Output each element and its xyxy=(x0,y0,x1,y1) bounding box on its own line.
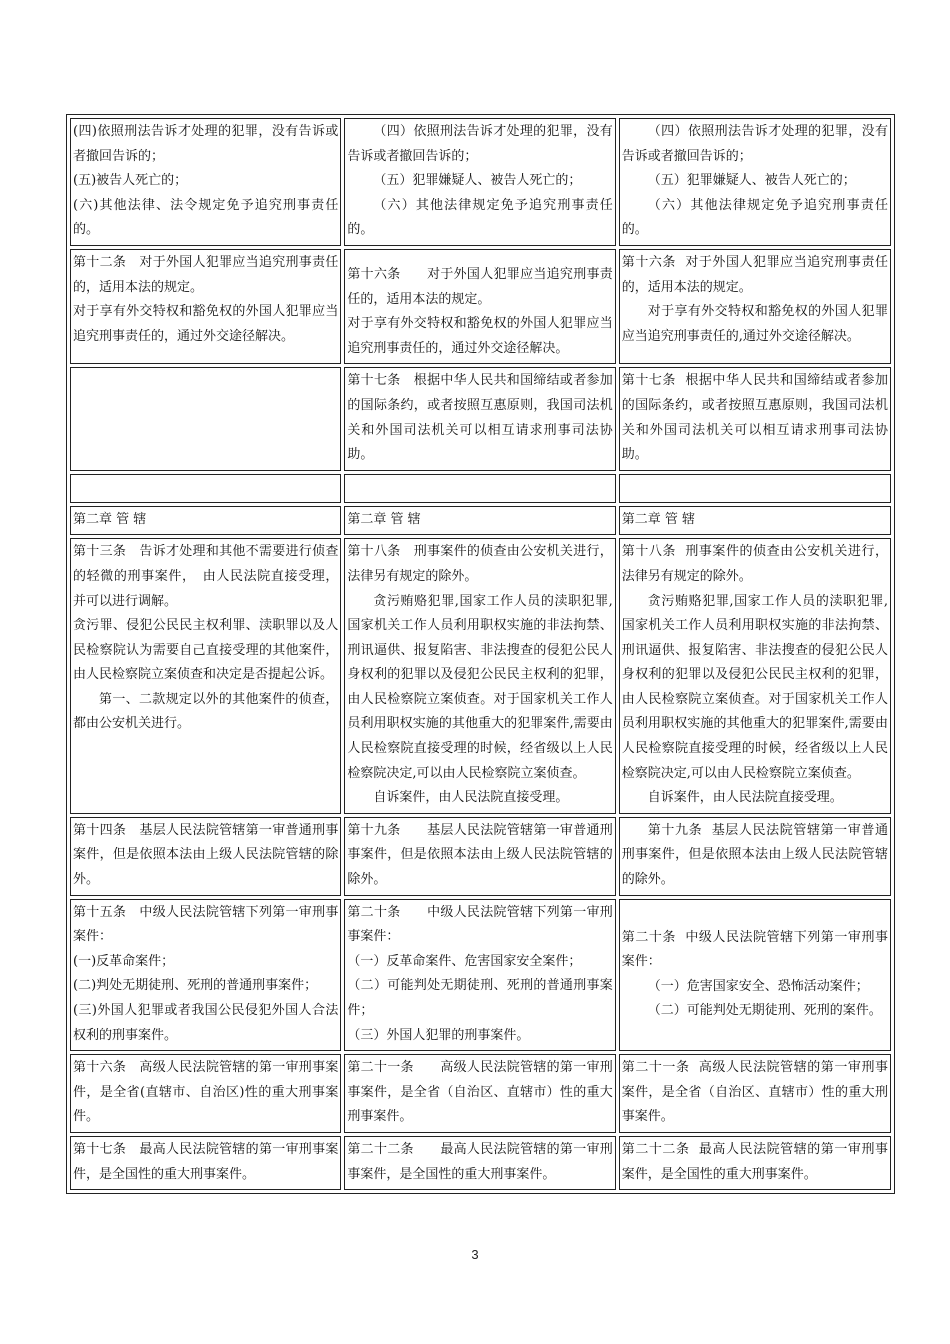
table-row xyxy=(70,474,891,503)
chapter-heading: 第二章 管 辖 xyxy=(621,511,696,527)
old-law-cell xyxy=(70,118,341,246)
table-row xyxy=(70,817,891,896)
article-heading: 第二十条 中级人民法院管辖下列第一审刑事案件： xyxy=(621,929,888,970)
clause-text: 贪污贿赂犯罪,国家工作人员的渎职犯罪,国家机关工作人员利用职权实施的非法拘禁、刑讯逼供、报复陷害、非法搜查的侵犯公民人身权利的犯罪以及侵犯公民民主权利的犯罪，由人民检察院立案侦查。对于国家机关工作人员利用职权实施的其他重大的犯罪案件,需要由人民检察院直接受理的时候，经省级以上人民检察院决定,可以由人民检察院立案侦查。 xyxy=(621,593,888,781)
clause-text: (六)其他法律、法令规定免予追究刑事责任的。 xyxy=(73,197,339,238)
clause-text: （五）犯罪嫌疑人、被告人死亡的； xyxy=(647,173,856,189)
new-law-cell xyxy=(619,817,891,896)
article-heading: 第十六条 对于外国人犯罪应当追究刑事责任的，适用本法的规定。 xyxy=(621,254,888,295)
table-row xyxy=(70,538,891,814)
new-law-cell xyxy=(619,118,891,246)
article-heading: 第十八条 刑事案件的侦查由公安机关进行，法律另有规定的除外。 xyxy=(347,544,613,584)
article-heading: 第十七条 根据中华人民共和国缔结或者参加的国际条约，或者按照互惠原则，我国司法机关和外国司法机关可以相互请求刑事司法协助。 xyxy=(621,373,888,463)
chapter-heading-cell xyxy=(70,506,341,536)
clause-text: （六）其他法律规定免予追究刑事责任的。 xyxy=(347,197,613,238)
new-law-cell xyxy=(619,538,891,814)
clause-text: 第一、二款规定以外的其他案件的侦查，都由公安机关进行。 xyxy=(73,691,339,732)
clause-text: （六）其他法律规定免予追究刑事责任的。 xyxy=(621,197,888,238)
clause-text: （四）依照刑法告诉才处理的犯罪，没有告诉或者撤回告诉的； xyxy=(621,124,888,164)
clause-text: （一）反革命案件、危害国家安全案件； xyxy=(347,953,582,969)
clause-text: （二）可能判处无期徒刑、死刑的案件。 xyxy=(647,1003,882,1019)
draft-law-cell xyxy=(344,1136,615,1190)
clause-text: （二）可能判处无期徒刑、死刑的普通刑事案件； xyxy=(347,978,613,1018)
old-law-cell xyxy=(70,474,341,503)
draft-law-cell xyxy=(344,474,615,503)
article-heading: 第二十二条 最高人民法院管辖的第一审刑事案件，是全国性的重大刑事案件。 xyxy=(347,1141,613,1182)
clause-text: (四)依照刑法告诉才处理的犯罪，没有告诉或者撤回告诉的； xyxy=(73,124,339,164)
article-heading: 第十五条 中级人民法院管辖下列第一审刑事案件： xyxy=(73,904,339,945)
article-heading: 第十三条 告诉才处理和其他不需要进行侦查的轻微的刑事案件， 由人民法院直接受理，并可以进行调解。 xyxy=(73,544,339,609)
article-heading: 第二十一条 高级人民法院管辖的第一审刑事案件，是全省（自治区、直辖市）性的重大刑事案件。 xyxy=(621,1060,888,1125)
old-law-cell xyxy=(70,817,341,896)
clause-text: (五)被告人死亡的； xyxy=(73,173,188,189)
chapter-heading: 第二章 管 辖 xyxy=(347,511,421,527)
new-law-cell xyxy=(619,899,891,1052)
article-heading: 第十四条 基层人民法院管辖第一审普通刑事案件，但是依照本法由上级人民法院管辖的除外。 xyxy=(73,822,339,888)
table-row xyxy=(70,118,891,246)
old-law-cell xyxy=(70,899,341,1052)
new-law-cell xyxy=(619,1054,891,1133)
draft-law-cell xyxy=(344,538,615,814)
old-law-cell xyxy=(70,538,341,814)
clause-text: (一)反革命案件； xyxy=(73,953,175,969)
clause-text: 自诉案件，由人民法院直接受理。 xyxy=(373,790,569,806)
clause-text: 贪污罪、侵犯公民民主权利罪、渎职罪以及人民检察院认为需要自己直接受理的其他案件，由人民检察院立案侦查和决定是否提起公诉。 xyxy=(73,618,339,683)
draft-law-cell xyxy=(344,817,615,896)
article-heading: 第十七条 根据中华人民共和国缔结或者参加的国际条约，或者按照互惠原则，我国司法机关和外国司法机关可以相互请求刑事司法协助。 xyxy=(347,373,613,463)
page-number: 3 xyxy=(471,1247,479,1262)
table-row xyxy=(70,1136,891,1190)
clause-text: 贪污贿赂犯罪,国家工作人员的渎职犯罪,国家机关工作人员利用职权实施的非法拘禁、刑讯逼供、报复陷害、非法搜查的侵犯公民人身权利的犯罪以及侵犯公民民主权利的犯罪，由人民检察院立案侦查。对于国家机关工作人员利用职权实施的其他重大的犯罪案件,需要由人民检察院直接受理的时候，经省级以上人民检察院决定,可以由人民检察院立案侦查。 xyxy=(347,593,613,781)
old-law-cell xyxy=(70,1054,341,1133)
new-law-cell xyxy=(619,474,891,503)
old-law-cell xyxy=(70,1136,341,1190)
draft-law-cell xyxy=(344,249,615,364)
table-row xyxy=(70,367,891,470)
clause-text: (二)判处无期徒刑、死刑的普通刑事案件； xyxy=(73,978,318,994)
new-law-cell xyxy=(619,367,891,470)
clause-text: 对于享有外交特权和豁免权的外国人犯罪应当追究刑事责任的，通过外交途径解决。 xyxy=(347,316,613,356)
table-row xyxy=(70,249,891,364)
clause-text: （三）外国人犯罪的刑事案件。 xyxy=(347,1027,530,1043)
old-law-cell xyxy=(70,367,341,470)
clause-text: （四）依照刑法告诉才处理的犯罪，没有告诉或者撤回告诉的； xyxy=(347,124,613,164)
comparison-table xyxy=(66,114,895,1194)
table-row xyxy=(70,1054,891,1133)
draft-law-cell xyxy=(344,899,615,1052)
article-heading: 第十九条 基层人民法院管辖第一审普通刑事案件，但是依照本法由上级人民法院管辖的除外。 xyxy=(621,822,888,888)
document-page xyxy=(66,114,895,1194)
article-heading: 第十八条 刑事案件的侦查由公安机关进行，法律另有规定的除外。 xyxy=(621,544,888,584)
article-heading: 第十六条 高级人民法院管辖的第一审刑事案件，是全省(直辖市、自治区)性的重大刑事案件。 xyxy=(73,1060,339,1125)
chapter-heading-cell xyxy=(344,506,615,536)
old-law-cell xyxy=(70,249,341,364)
article-heading: 第十二条 对于外国人犯罪应当追究刑事责任的，适用本法的规定。 xyxy=(73,254,339,295)
new-law-cell xyxy=(619,1136,891,1190)
chapter-heading: 第二章 管 辖 xyxy=(73,511,147,527)
clause-text: （五）犯罪嫌疑人、被告人死亡的； xyxy=(373,173,582,189)
table-row xyxy=(70,506,891,536)
clause-text: （一）危害国家安全、恐怖活动案件； xyxy=(647,978,869,994)
article-heading: 第十九条 基层人民法院管辖第一审普通刑事案件，但是依照本法由上级人民法院管辖的除外。 xyxy=(347,822,613,888)
table-row xyxy=(70,899,891,1052)
clause-text: (三)外国人犯罪或者我国公民侵犯外国人合法权利的刑事案件。 xyxy=(73,1003,339,1043)
draft-law-cell xyxy=(344,367,615,470)
clause-text: 对于享有外交特权和豁免权的外国人犯罪应当追究刑事责任的，通过外交途径解决。 xyxy=(73,304,339,344)
article-heading: 第十六条 对于外国人犯罪应当追究刑事责任的，适用本法的规定。 xyxy=(347,266,613,307)
article-heading: 第二十二条 最高人民法院管辖的第一审刑事案件，是全国性的重大刑事案件。 xyxy=(621,1141,888,1182)
clause-text: 自诉案件，由人民法院直接受理。 xyxy=(647,790,843,806)
new-law-cell xyxy=(619,249,891,364)
article-heading: 第十七条 最高人民法院管辖的第一审刑事案件，是全国性的重大刑事案件。 xyxy=(73,1141,339,1182)
clause-text: 对于享有外交特权和豁免权的外国人犯罪应当追究刑事责任的,通过外交途径解决。 xyxy=(621,304,888,344)
draft-law-cell xyxy=(344,1054,615,1133)
chapter-heading-cell xyxy=(619,506,891,536)
article-heading: 第二十条 中级人民法院管辖下列第一审刑事案件： xyxy=(347,904,613,945)
article-heading: 第二十一条 高级人民法院管辖的第一审刑事案件，是全省（自治区、直辖市）性的重大刑事案件。 xyxy=(347,1060,613,1125)
draft-law-cell xyxy=(344,118,615,246)
